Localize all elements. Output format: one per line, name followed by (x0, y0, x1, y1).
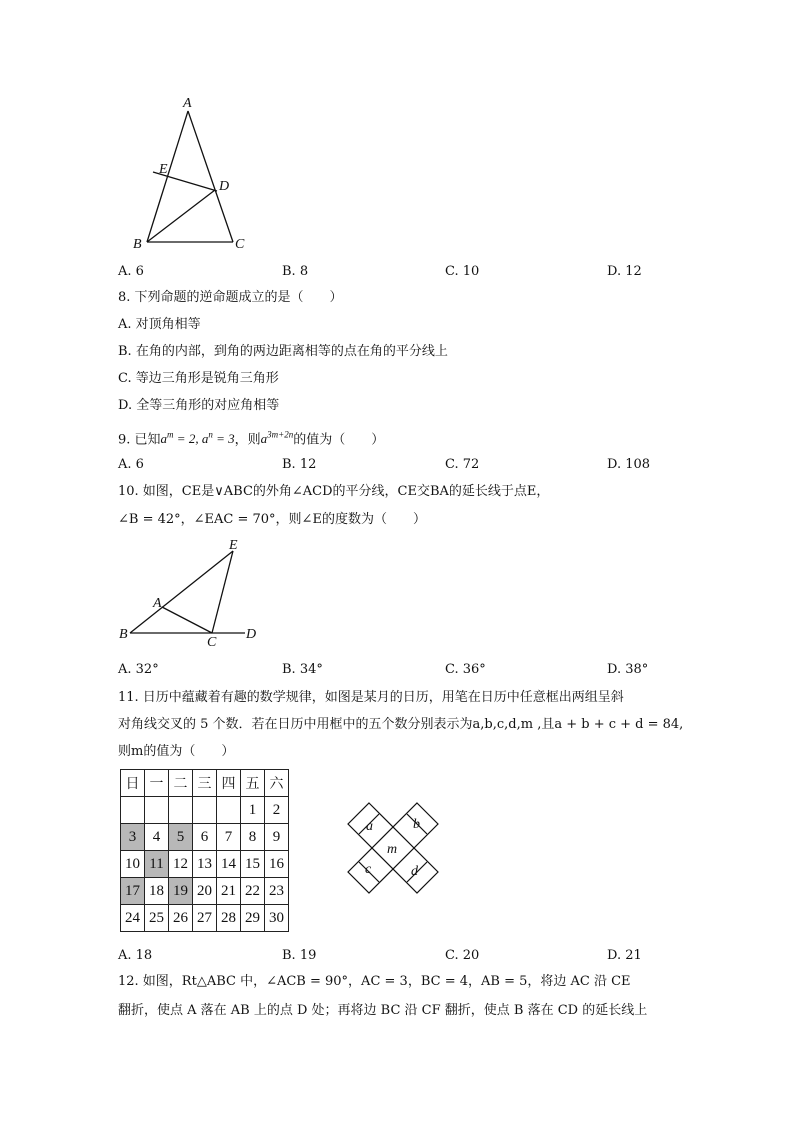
q11-option-b: B. 19 (282, 948, 317, 963)
q11-calendar (120, 769, 289, 932)
q10-triangle-figure (115, 535, 275, 650)
calendar-day-cell: 15 (241, 851, 265, 878)
calendar-header-cell: 一 (145, 770, 169, 797)
calendar-day-cell: 13 (193, 851, 217, 878)
q9-prefix: 9. 已知 (118, 432, 161, 448)
q7-label-a: A (183, 96, 192, 111)
calendar-day-cell: 28 (217, 905, 241, 932)
calendar-day-cell: 17 (121, 878, 145, 905)
q11-option-c: C. 20 (445, 948, 480, 963)
q7-label-c: C (235, 237, 245, 252)
calendar-day-cell: 11 (145, 851, 169, 878)
q8-option-c: C. 等边三角形是锐角三角形 (118, 371, 279, 386)
calendar-header-cell: 二 (169, 770, 193, 797)
cross-label-a: a (366, 819, 373, 834)
q7-option-b: B. 8 (282, 264, 309, 279)
q9-suffix: 的值为（ ） (293, 432, 385, 448)
q8-stem: 8. 下列命题的逆命题成立的是（ ） (118, 290, 343, 305)
calendar-day-cell (169, 797, 193, 824)
calendar-week-row (121, 905, 289, 932)
calendar-day-cell: 12 (169, 851, 193, 878)
q7-triangle-figure (125, 92, 265, 257)
calendar-header-row (121, 770, 289, 797)
q7-label-d: D (219, 179, 230, 194)
calendar-day-cell: 30 (265, 905, 289, 932)
calendar-day-cell (193, 797, 217, 824)
q9-option-a: A. 6 (118, 457, 144, 472)
q11-option-a: A. 18 (118, 948, 153, 963)
q10-option-b: B. 34° (282, 662, 323, 677)
calendar-day-cell: 27 (193, 905, 217, 932)
q9-option-d: D. 108 (607, 457, 651, 472)
q9-stem (118, 426, 384, 449)
calendar-day-cell: 6 (193, 824, 217, 851)
q8-option-b: B. 在角的内部，到角的两边距离相等的点在角的平分线上 (118, 344, 448, 359)
q10-option-a: A. 32° (118, 662, 159, 677)
cross-label-d: d (411, 864, 418, 879)
calendar-header-cell: 四 (217, 770, 241, 797)
calendar-day-cell: 3 (121, 824, 145, 851)
q9-condition: $a^m = 2$, $a^n = 3$ (160, 430, 235, 447)
q12-line-1: 12. 如图，Rt△ABC 中，∠ACB = 90°，AC = 3，BC = 4，AB = 5，将边 AC 沿 CE (118, 974, 631, 989)
q7-option-a: A. 6 (118, 264, 144, 279)
q8-option-d: D. 全等三角形的对应角相等 (118, 398, 280, 413)
calendar-week-row (121, 797, 289, 824)
q7-option-d: D. 12 (607, 264, 642, 279)
q11-option-d: D. 21 (607, 948, 642, 963)
calendar-day-cell: 2 (265, 797, 289, 824)
calendar-day-cell: 23 (265, 878, 289, 905)
q11-line-2: 对角线交叉的 5 个数．若在日历中用框中的五个数分别表示为a,b,c,d,m ,且a + b + c + d = 84, (118, 717, 684, 732)
cross-label-m: m (387, 842, 398, 857)
q11-cross-diagram (345, 800, 441, 896)
calendar-day-cell: 20 (193, 878, 217, 905)
q7-option-c: C. 10 (445, 264, 480, 279)
q8-option-a: A. 对顶角相等 (118, 317, 201, 332)
calendar-day-cell: 29 (241, 905, 265, 932)
q9-then: ，则 (234, 432, 261, 448)
q11-line-3: 则m的值为（ ） (118, 744, 235, 759)
calendar-week-row (121, 878, 289, 905)
calendar-header-cell: 六 (265, 770, 289, 797)
q10-label-b: B (119, 627, 128, 642)
q7-label-b: B (133, 237, 142, 252)
q9-option-c: C. 72 (445, 457, 480, 472)
calendar-day-cell: 1 (241, 797, 265, 824)
calendar-day-cell: 24 (121, 905, 145, 932)
calendar-day-cell (217, 797, 241, 824)
calendar-day-cell (121, 797, 145, 824)
q10-label-e: E (229, 538, 238, 553)
calendar-header-cell: 五 (241, 770, 265, 797)
q12-line-2: 翻折，使点 A 落在 AB 上的点 D 处；再将边 BC 沿 CF 翻折，使点 B 落在 CD 的延长线上 (118, 1003, 648, 1018)
calendar-header-cell: 日 (121, 770, 145, 797)
q10-label-a: A (153, 596, 162, 611)
q7-label-e: E (159, 162, 168, 177)
calendar-day-cell: 22 (241, 878, 265, 905)
calendar-day-cell: 9 (265, 824, 289, 851)
calendar-day-cell: 26 (169, 905, 193, 932)
calendar-day-cell (145, 797, 169, 824)
q11-line-1: 11. 日历中蕴藏着有趣的数学规律，如图是某月的日历，用笔在日历中任意框出两组呈斜 (118, 690, 624, 705)
calendar-day-cell: 25 (145, 905, 169, 932)
q10-label-c: C (207, 635, 217, 650)
q10-label-d: D (246, 627, 257, 642)
calendar-day-cell: 5 (169, 824, 193, 851)
calendar-day-cell: 16 (265, 851, 289, 878)
cross-label-c: c (365, 862, 372, 877)
calendar-day-cell: 4 (145, 824, 169, 851)
q10-option-d: D. 38° (607, 662, 649, 677)
calendar-day-cell: 8 (241, 824, 265, 851)
calendar-day-cell: 21 (217, 878, 241, 905)
calendar-week-row (121, 824, 289, 851)
calendar-day-cell: 19 (169, 878, 193, 905)
q10-line-1: 10. 如图，CE是∨ABC的外角∠ACD的平分线，CE交BA的延长线于点E， (118, 484, 550, 499)
calendar-day-cell: 10 (121, 851, 145, 878)
q9-option-b: B. 12 (282, 457, 317, 472)
calendar-header-cell: 三 (193, 770, 217, 797)
calendar-day-cell: 14 (217, 851, 241, 878)
q10-line-2: ∠B = 42°，∠EAC = 70°，则∠E的度数为（ ） (118, 512, 426, 527)
q10-option-c: C. 36° (445, 662, 486, 677)
calendar-week-row (121, 851, 289, 878)
calendar-day-cell: 7 (217, 824, 241, 851)
q9-expression: $a^{3m+2n}$ (260, 430, 294, 447)
cross-label-b: b (413, 817, 420, 832)
calendar-day-cell: 18 (145, 878, 169, 905)
